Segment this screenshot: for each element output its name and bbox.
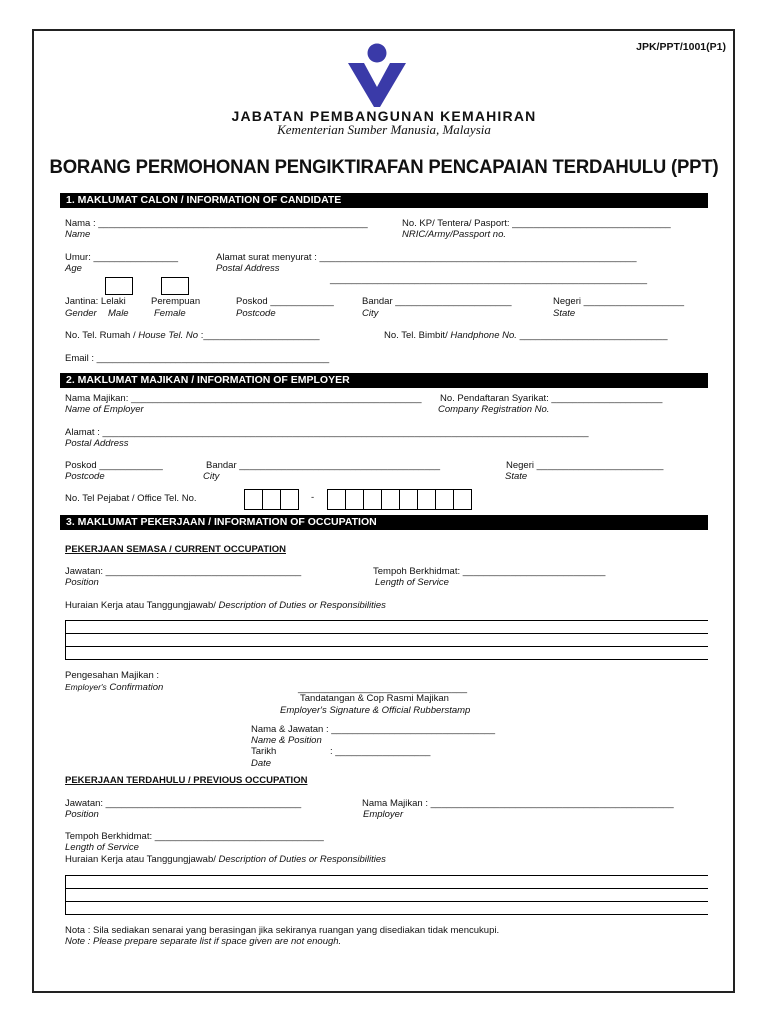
form-title: BORANG PERMOHONAN PENGIKTIRAFAN PENCAPAIAN TERDAHULU (PPT) <box>49 156 719 178</box>
ministry-name: Kementerian Sumber Manusia, Malaysia <box>277 122 491 137</box>
signature-label: Tandatangan & Cop Rasmi Majikan <box>300 693 449 704</box>
previous-duties-label-my: Huraian Kerja atau Tanggungjawab/ <box>65 854 216 865</box>
office-tel-area-cell[interactable] <box>262 489 281 510</box>
office-tel-area-cell[interactable] <box>280 489 299 510</box>
female-label-en: Female <box>154 308 186 319</box>
office-tel-label: No. Tel Pejabat / Office Tel. No. <box>65 493 197 504</box>
previous-duties-box-edge <box>65 875 66 914</box>
office-tel-dash: - <box>311 492 315 503</box>
previous-service-length-field[interactable]: Tempoh Berkhidmat: ________________________________ <box>65 831 324 842</box>
house-tel-field[interactable] <box>65 330 320 341</box>
postcode-field[interactable]: Poskod ____________ <box>236 296 334 307</box>
note-malay: Nota : Sila sediakan senarai yang berasingan jika sekiranya ruangan yang disediakan tidak mencukupi. <box>65 925 500 936</box>
form-code: JPK/PPT/1001(P1) <box>636 41 726 53</box>
duties-line[interactable] <box>65 620 708 621</box>
current-duties-label-my: Huraian Kerja atau Tanggungjawab/ <box>65 600 216 611</box>
company-reg-label: Company Registration No. <box>438 404 550 415</box>
duties-box-edge <box>65 620 66 659</box>
current-duties-label-en: Description of Duties or Responsibilities <box>218 600 386 611</box>
male-checkbox[interactable] <box>105 277 133 295</box>
office-tel-area-cell[interactable] <box>244 489 263 510</box>
postcode-label: Postcode <box>236 308 276 319</box>
candidate-name-field[interactable]: Nama : ___________________________________________________ <box>65 218 368 229</box>
employer-confirmation-label-en <box>65 682 163 693</box>
department-name: JABATAN PEMBANGUNAN KEMAHIRAN <box>231 108 537 124</box>
employer-city-field[interactable]: Bandar ______________________________________ <box>206 460 441 471</box>
signature-line[interactable]: ________________________________ <box>298 683 468 694</box>
nric-label: NRIC/Army/Passport no. <box>402 229 506 240</box>
city-field[interactable]: Bandar ______________________ <box>362 296 512 307</box>
employer-address-field[interactable]: Alamat : ____________________________________________________________________________________________ <box>65 427 589 438</box>
employer-confirmation-en-a: Employer's <box>65 682 107 692</box>
duties-line[interactable] <box>65 659 708 660</box>
confirmation-date-label: Tarikh <box>251 746 277 757</box>
employer-confirmation-en-b: Confirmation <box>109 682 164 693</box>
previous-position-label: Position <box>65 809 99 820</box>
section3-header: 3. MAKLUMAT PEKERJAAN / INFORMATION OF OCCUPATION <box>60 515 708 530</box>
state-label: State <box>553 308 576 319</box>
current-service-length-label: Length of Service <box>375 577 449 588</box>
office-tel-number-cell[interactable] <box>399 489 418 510</box>
office-tel-number-cell[interactable] <box>417 489 436 510</box>
state-field[interactable]: Negeri ___________________ <box>553 296 685 307</box>
office-tel-number-cell[interactable] <box>345 489 364 510</box>
previous-duties-line[interactable] <box>65 875 708 876</box>
jpk-logo-icon <box>346 43 410 109</box>
previous-occupation-heading: PEKERJAAN TERDAHULU / PREVIOUS OCCUPATION <box>65 775 308 786</box>
confirmation-date-label-en: Date <box>251 758 272 769</box>
office-tel-number-cell[interactable] <box>327 489 346 510</box>
office-tel-number-cell[interactable] <box>381 489 400 510</box>
employer-name-label: Name of Employer <box>65 404 144 415</box>
previous-duties-label <box>65 854 386 865</box>
candidate-name-label: Name <box>65 229 91 240</box>
previous-employer-field[interactable]: Nama Majikan : ______________________________________________ <box>362 798 674 809</box>
note-english: Note : Please prepare separate list if space given are not enough. <box>65 936 342 947</box>
postal-address-field[interactable]: Alamat surat menyurat : ____________________________________________________________ <box>216 252 637 263</box>
house-tel-line: :______________________ <box>200 330 320 341</box>
previous-duties-line[interactable] <box>65 914 708 915</box>
confirmer-name-position-label: Name & Position <box>251 735 322 746</box>
employer-postcode-label: Postcode <box>65 471 105 482</box>
company-reg-field[interactable]: No. Pendaftaran Syarikat: _____________________ <box>440 393 663 404</box>
postal-address-label: Postal Address <box>216 263 280 274</box>
previous-duties-line[interactable] <box>65 901 708 902</box>
current-duties-label <box>65 600 386 611</box>
house-tel-label-en: House Tel. No <box>138 330 199 341</box>
current-occupation-heading: PEKERJAAN SEMASA / CURRENT OCCUPATION <box>65 544 286 555</box>
age-field[interactable]: Umur: ________________ <box>65 252 179 263</box>
current-service-length-field[interactable]: Tempoh Berkhidmat: ___________________________ <box>373 566 606 577</box>
handphone-line: ____________________________ <box>519 330 668 341</box>
handphone-label: No. Tel. Bimbit/ <box>384 330 448 341</box>
confirmation-date-field[interactable]: : __________________ <box>330 746 431 757</box>
confirmer-name-position-field[interactable]: Nama & Jawatan : _______________________________ <box>251 724 496 735</box>
age-label: Age <box>65 263 82 274</box>
female-checkbox[interactable] <box>161 277 189 295</box>
postal-address-line2[interactable]: ____________________________________________________________ <box>330 274 648 285</box>
gender-female-label: Perempuan <box>151 296 201 307</box>
gender-label-en: Gender <box>65 308 97 319</box>
male-label-en: Male <box>108 308 129 319</box>
duties-line[interactable] <box>65 633 708 634</box>
signature-label-en: Employer's Signature & Official Rubberstamp <box>280 705 471 716</box>
handphone-label-en: Handphone No. <box>450 330 517 341</box>
employer-address-label: Postal Address <box>65 438 129 449</box>
office-tel-number-cell[interactable] <box>363 489 382 510</box>
previous-service-length-label: Length of Service <box>65 842 139 853</box>
previous-duties-line[interactable] <box>65 888 708 889</box>
employer-name-field[interactable]: Nama Majikan: _______________________________________________________ <box>65 393 422 404</box>
employer-state-field[interactable]: Negeri ________________________ <box>506 460 664 471</box>
section2-header: 2. MAKLUMAT MAJIKAN / INFORMATION OF EMPLOYER <box>60 373 708 388</box>
current-position-field[interactable]: Jawatan: _____________________________________ <box>65 566 302 577</box>
duties-line[interactable] <box>65 646 708 647</box>
section1-header: 1. MAKLUMAT CALON / INFORMATION OF CANDIDATE <box>60 193 708 208</box>
city-label: City <box>362 308 379 319</box>
nric-field[interactable]: No. KP/ Tentera/ Pasport: ______________________________ <box>402 218 671 229</box>
employer-state-label: State <box>505 471 528 482</box>
email-field[interactable]: Email : ____________________________________________ <box>65 353 330 364</box>
employer-postcode-field[interactable]: Poskod ____________ <box>65 460 163 471</box>
handphone-field[interactable] <box>384 330 668 341</box>
previous-duties-label-en: Description of Duties or Responsibilities <box>218 854 386 865</box>
employer-city-label: City <box>203 471 220 482</box>
previous-employer-label: Employer <box>363 809 404 820</box>
employer-confirmation-label: Pengesahan Majikan : <box>65 670 160 681</box>
office-tel-number-cell[interactable] <box>435 489 454 510</box>
office-tel-number-cell[interactable] <box>453 489 472 510</box>
house-tel-label: No. Tel. Rumah / <box>65 330 136 341</box>
previous-position-field[interactable]: Jawatan: _____________________________________ <box>65 798 302 809</box>
current-position-label: Position <box>65 577 99 588</box>
gender-male-label: Jantina: Lelaki <box>65 296 126 307</box>
